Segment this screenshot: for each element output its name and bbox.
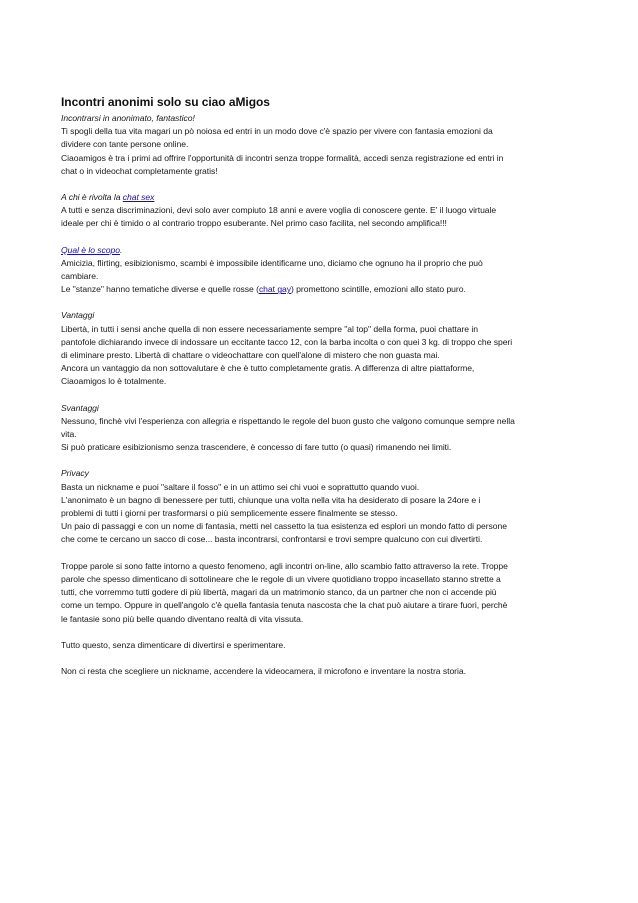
advantages-line-5: Ciaoamigos lo è totalmente. (61, 376, 167, 387)
intro-paragraph-2-line-2: chat o in videochat completamente gratis! (61, 165, 218, 176)
privacy-line-5: che come te cercano un sacco di cose... basta incontrarsi, confrontarsi e trovi sempre qualcuno con cui divertirti. (61, 534, 483, 545)
advantages-heading: Vantaggi (61, 310, 95, 321)
intro-paragraph-1-line-2: dividere con tante persone online. (61, 139, 189, 150)
privacy-line-4: Un paio di passaggi e con un nome di fantasia, metti nel cassetto la tua esistenza ed esplori un mondo fatto di persone (61, 521, 507, 532)
scope-link[interactable]: Qual è lo scopo (61, 244, 120, 255)
document-page (61, 94, 581, 691)
privacy-section (61, 467, 581, 546)
disadvantages-line-2: vita. (61, 429, 77, 440)
target-line-1: A tutti e senza discriminazioni, devi solo aver compiuto 18 anni e avere voglia di conoscere gente. E' il luogo virtuale (61, 205, 497, 216)
disadvantages-line-1: Nessuno, finchè vivi l'esperienza con allegria e rispettando le regole del buon gusto che valgono comunque sempre nella (61, 415, 515, 426)
chat-gay-link[interactable]: chat gay (258, 284, 292, 295)
scope-line-2: cambiare. (61, 271, 99, 282)
privacy-heading: Privacy (61, 468, 89, 479)
page-title: Incontri anonimi solo su ciao aMigos (61, 95, 270, 109)
scope-line-1: Amicizia, flirting, esibizionismo, scambi è impossibile identificarne uno, diciamo che ognuno ha il proprio che può (61, 257, 483, 268)
closing-section (61, 560, 581, 626)
closing-line-5: le fantasie sono più belle quando diventano realtà di vita vissuta. (61, 613, 304, 624)
advantages-line-3: di eliminare presto. Libertà di chattare o videochattare con quell'alone di mistero che non guasta mai. (61, 350, 440, 361)
intro-paragraph-1-line-1: Ti spogli della tua vita magari un pò noiosa ed entri in un modo dove c'è spazio per vivere con fantasia emozioni da (61, 126, 493, 137)
scope-section (61, 244, 581, 297)
final-line: Non ci resta che scegliere un nickname, accendere la videocamera, il microfono e inventare la nostra storia. (61, 665, 466, 676)
advantages-line-2: pantofole dichiarando invece di indossare un eccitante tacco 12, con la barba incolta o con quei 3 kg. di troppo che speri (61, 336, 513, 347)
closing-line-4: come un tempo. Oppure in quell'angolo c'è quella fantasia tenuta nascosta che la chat può aiutare a tirare fuori, perchè (61, 600, 508, 611)
intro-paragraph-2-line-1: Ciaoamigos è tra i primi ad offrire l'opportunità di incontri senza troppe formalità, accedi senza registrazione ed entri in (61, 152, 504, 163)
target-section (61, 191, 581, 231)
scope-line-3 (61, 283, 581, 296)
disadvantages-section (61, 402, 581, 455)
final-section (61, 665, 581, 678)
target-heading-text: A chi è rivolta la (61, 192, 123, 203)
privacy-line-3: problemi di tutti i giorni per trasformarsi o più semplicemente essere finalmente se stesso. (61, 508, 398, 519)
target-heading (61, 191, 581, 204)
fun-line: Tutto questo, senza dimenticare di divertirsi e sperimentare. (61, 639, 286, 650)
disadvantages-heading: Svantaggi (61, 402, 99, 413)
closing-line-1: Troppe parole si sono fatte intorno a questo fenomeno, agli incontri on-line, allo scambio fatto attraverso la rete. Troppe (61, 560, 508, 571)
privacy-line-2: L'anonimato è un bagno di benessere per tutti, chiunque una volta nella vita ha desiderato di posare la 24ore e i (61, 494, 481, 505)
closing-line-2: parole che spesso dimenticano di sottolineare che le regole di un vivere quotidiano troppo incasellato stanno strette a (61, 573, 501, 584)
chat-sex-link[interactable]: chat sex (122, 192, 155, 203)
scope-heading-period: . (119, 244, 123, 255)
target-line-2: ideale per chi è timido o al contrario troppo esuberante. Nel primo caso facilita, nel secondo amplifica!!! (61, 218, 447, 229)
intro-subtitle: Incontrarsi in anonimato, fantastico! (61, 113, 195, 123)
intro-section (61, 112, 581, 178)
advantages-section (61, 309, 581, 388)
scope-line-3-pre: Le "stanze" hanno tematiche diverse e quelle rosse ( (61, 284, 259, 295)
closing-line-3: tutti, che vorremmo tutti godere di più libertà, magari da un matrimonio stanco, da un partner che non ci accende più (61, 587, 497, 598)
scope-line-3-post: ) promettono scintille, emozioni allo stato puro. (291, 284, 466, 295)
privacy-line-1: Basta un nickname e puoi "saltare il fosso" e in un attimo sei chi vuoi e soprattutto quando vuoi. (61, 481, 420, 492)
scope-heading (61, 244, 581, 257)
advantages-line-4: Ancora un vantaggio da non sottovalutare è che è tutto completamente gratis. A differenza di altre piattaforme, (61, 363, 475, 374)
advantages-line-1: Libertà, in tutti i sensi anche quella di non essere necessariamente sempre "al top" della forma, puoi chattare in (61, 323, 478, 334)
disadvantages-line-3: Si può praticare esibizionismo senza trascendere, è concesso di fare tutto (o quasi) rimanendo nei limiti. (61, 442, 452, 453)
fun-section (61, 639, 581, 652)
